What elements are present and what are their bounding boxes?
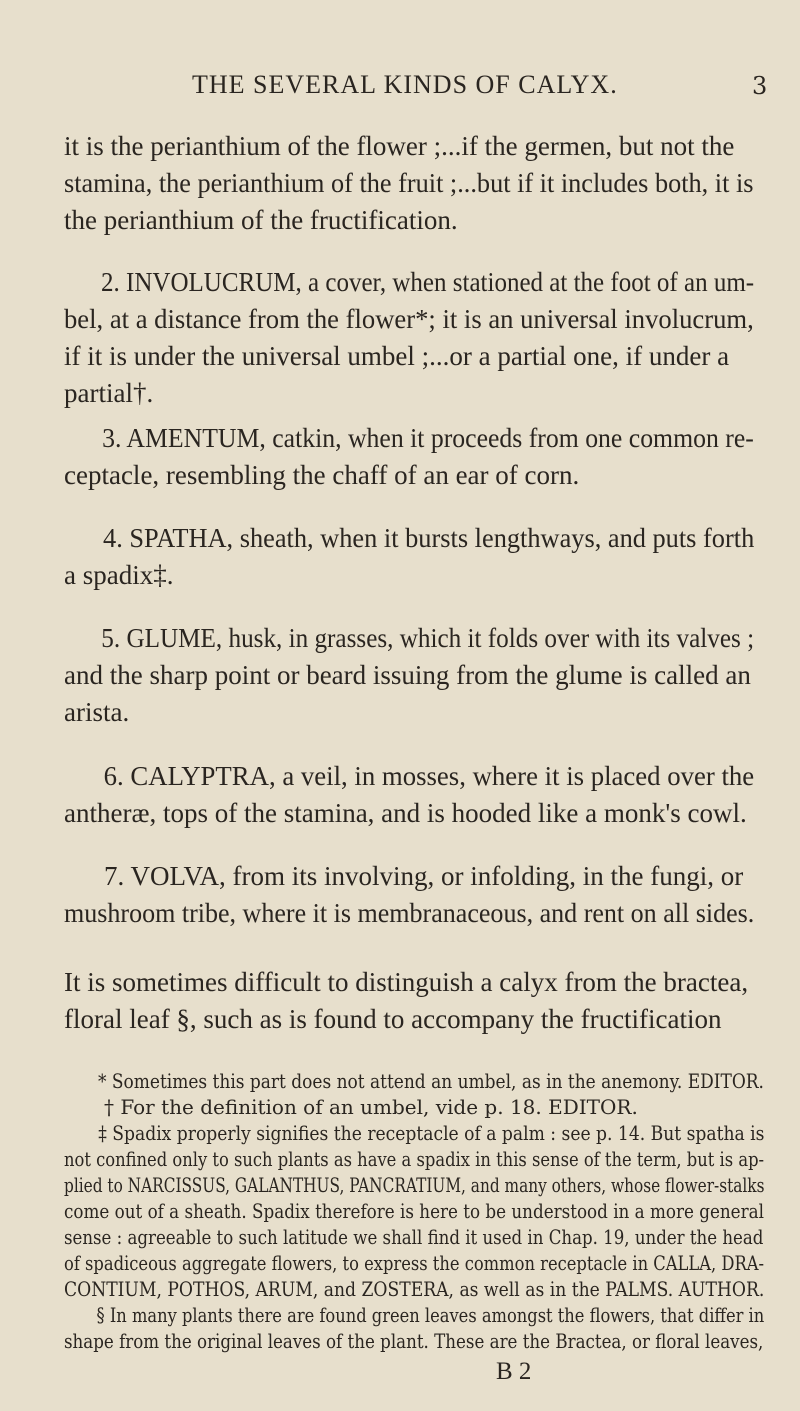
paragraph-perianthium-end: it is the perianthium of the flower ;...if the germen, but not the stamina, the perianthium of the fruit ;...but if it includes both, it is the perianthium of the fructification. — [64, 131, 754, 235]
paragraph-spatha: 4. SPATHA, sheath, when it bursts lengthways, and puts forth a spadix‡. — [64, 523, 755, 590]
paragraph-involucrum: 2. INVOLUCRUM, a cover, when stationed at the foot of an um- bel, at a distance from the flower*; it is an universal involucrum, if it is under the universal umbel ;...or a partial one, if under a partial†. — [64, 267, 755, 408]
signature-mark: B 2 — [496, 1358, 532, 1385]
paragraph-glume: 5. GLUME, husk, in grasses, which it folds over with its valves ; and the sharp point or beard issuing from the glume is called an arista. — [64, 623, 755, 727]
footnote-1: * Sometimes this part does not attend an umbel, as in the anemony. EDITOR. — [98, 1069, 764, 1093]
running-header — [0, 70, 800, 110]
paragraph-calyptra: 6. CALYPTRA, a veil, in mosses, where it is placed over the antheræ, tops of the stamina, and is hooded like a monk's cowl. — [64, 761, 755, 828]
footnote-4: § In many plants there are found green leaves amongst the flowers, that differ in — [96, 1303, 765, 1327]
paragraph-amentum: 3. AMENTUM, catkin, when it proceeds from one common re- ceptacle, resembling the chaff of an ear of corn. — [64, 423, 754, 490]
paragraph-volva: 7. VOLVA, from its involving, or infolding, in the fungi, or mushroom tribe, where it is membranaceous, and rent on all sides. — [64, 861, 755, 928]
page-number: 3 — [752, 72, 768, 100]
footnote-3: ‡ Spadix properly signifies the receptacle of a palm : see p. 14. But spatha is — [98, 1121, 765, 1145]
footnotes: * Sometimes this part does not attend an umbel, as in the anemony. EDITOR. † For the definition of an umbel, vide p. 18. EDITOR. ‡ Spadix properly signifies the receptacle of a palm : see p. 14. But spatha is not confined only to such plants as have a spadix in this sense of the term, but is ap- plied to NARCISSUS, GALANTHUS, PANCRATIUM, and many others, whose flower-stalks come out of a sheath. Spadix therefore is here to be understood in a more general sense : agreeable to such latitude we shall find it used in Chap. 19, under the head of spadiceous aggregate flowers, to express the common receptacle in CALLA, DRA- CONTIUM, POTHOS, ARUM, and ZOSTERA, as well as in the PALMS. AUTHOR. § In many plants there are found green leaves amongst the flowers, that differ in shape from the original leaves of the plant. These are the Bractea, or floral leaves, — [64, 1069, 765, 1353]
paragraph-bractea: It is sometimes difficult to distinguish a calyx from the bractea, floral leaf §, such as is found to accompany the fructification — [64, 967, 749, 1034]
footnote-2: † For the definition of an umbel, vide p. 18. EDITOR. — [104, 1095, 638, 1119]
page-title: THE SEVERAL KINDS OF CALYX. — [192, 70, 618, 99]
